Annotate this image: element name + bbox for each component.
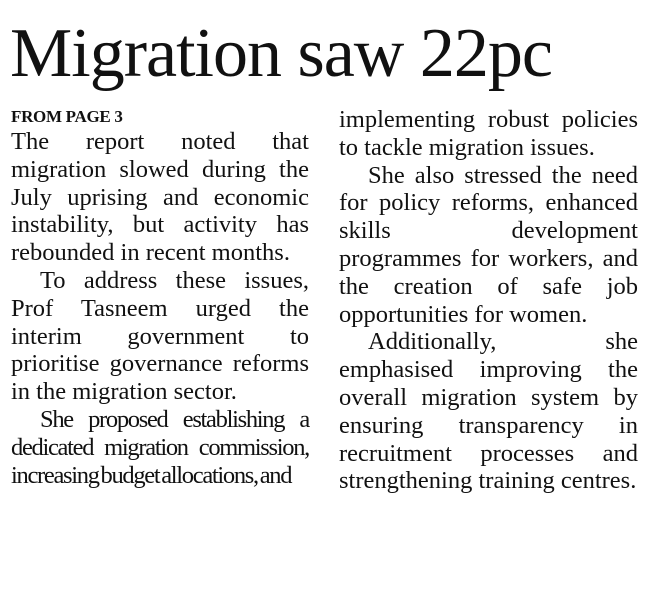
article-column-left [11, 108, 309, 489]
continuation-kicker: FROM PAGE 3 [11, 107, 123, 126]
headline: Migration saw 22pc [10, 15, 552, 92]
paragraph-2: To address these issues, Prof Tasneem urged the interim government to prioritise governance reforms in the migration sector. [11, 266, 309, 406]
paragraph-5: Additionally, she emphasised improving the overall migration system by ensuring transparency in recruitment processes and strengthening training centres. [339, 328, 638, 495]
paragraph-1: The report noted that migration slowed during the July uprising and economic instability, but activity has rebounded in recent months. [11, 128, 309, 267]
paragraph-3-continued: implementing robust policies to tackle migration issues. [339, 106, 638, 161]
article-column-right [339, 106, 638, 495]
paragraph-3: She proposed establishing a dedicated migration commission, increasing budget allocations, and [11, 405, 309, 489]
paragraph-4: She also stressed the need for policy reforms, enhanced skills development programmes for workers, and the creation of safe job opportunities for women. [339, 161, 638, 328]
